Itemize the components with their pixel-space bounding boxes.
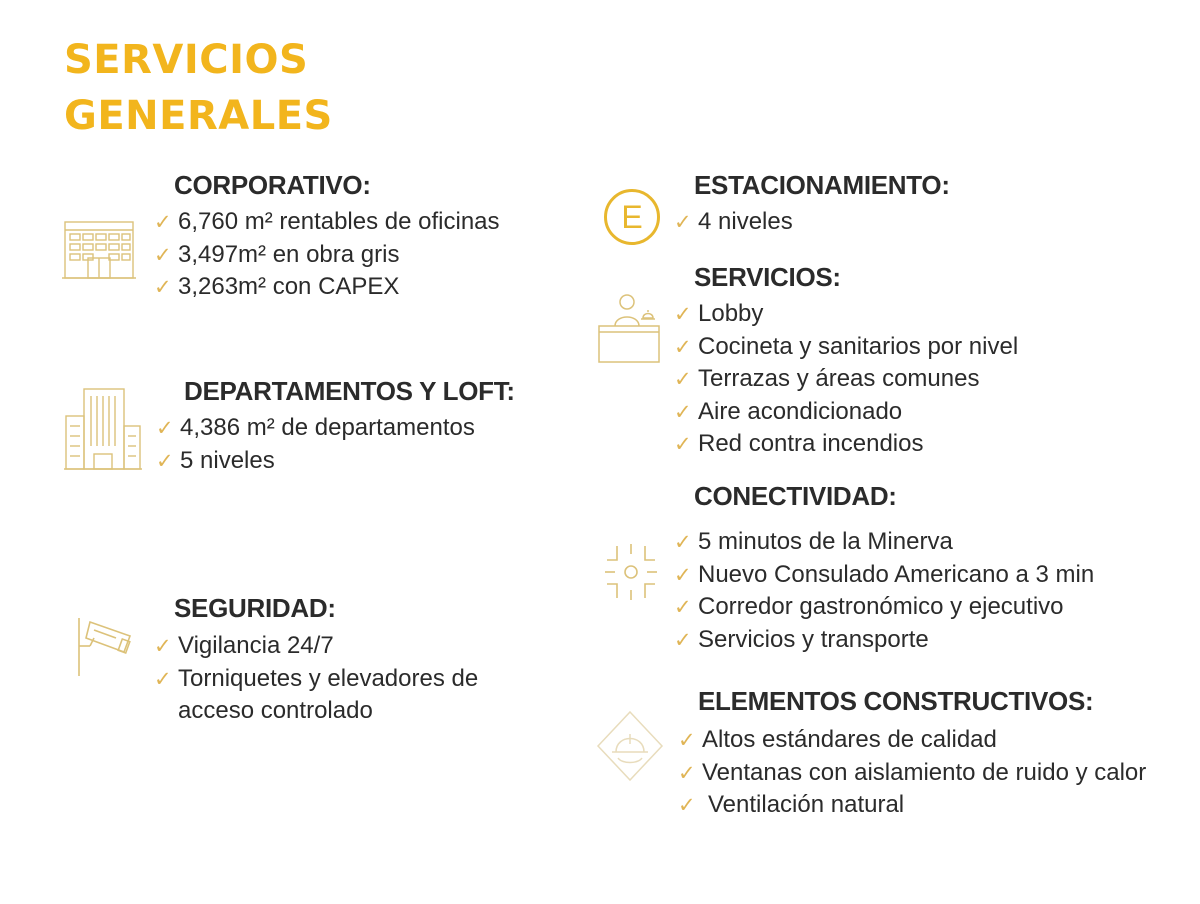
list-item: ✓ Nuevo Consulado Americano a 3 min <box>674 559 1094 592</box>
list-item: ✓ Red contra incendios <box>674 428 1018 461</box>
check-icon: ✓ <box>154 275 172 299</box>
check-icon: ✓ <box>674 302 692 326</box>
office-building-icon <box>62 218 136 282</box>
title-line-2: GENERALES <box>64 93 333 139</box>
check-icon: ✓ <box>674 562 692 587</box>
conectividad-heading: CONECTIVIDAD: <box>694 481 897 511</box>
list-item: ✓ 5 niveles <box>156 445 475 478</box>
list-item: ✓ 5 minutos de la Minerva <box>674 526 1094 559</box>
elementos-list <box>678 724 1146 822</box>
check-icon: ✓ <box>674 334 692 359</box>
check-icon: ✓ <box>674 595 692 619</box>
page-title <box>64 32 333 144</box>
check-icon: ✓ <box>154 634 172 658</box>
list-item: ✓ Altos estándares de calidad <box>678 724 1146 757</box>
list-item: ✓ Torniquetes y elevadores de <box>154 663 478 696</box>
list-item: ✓ 4 niveles <box>674 206 793 239</box>
check-icon: ✓ <box>154 666 172 691</box>
list-item: ✓ Cocineta y sanitarios por nivel <box>674 331 1018 364</box>
check-icon: ✓ <box>674 432 692 456</box>
security-camera-icon <box>76 616 132 678</box>
parking-e-icon <box>603 188 661 246</box>
conectividad-list <box>674 526 1094 656</box>
title-line-1: SERVICIOS <box>64 37 309 83</box>
check-icon: ✓ <box>674 530 692 554</box>
check-icon: ✓ <box>674 367 692 391</box>
servicios-list <box>674 298 1018 461</box>
list-item: ✓ Ventilación natural <box>678 789 1146 822</box>
check-icon: ✓ <box>678 760 696 785</box>
check-icon: ✓ <box>154 210 172 234</box>
apartment-tower-icon <box>64 386 142 472</box>
list-item: ✓ Terrazas y áreas comunes <box>674 363 1018 396</box>
list-item: ✓ 3,497m² en obra gris <box>154 239 500 272</box>
check-icon: ✓ <box>674 399 692 424</box>
seguridad-heading: SEGURIDAD: <box>174 593 336 623</box>
check-icon: ✓ <box>156 448 174 473</box>
list-item: ✓ Servicios y transporte <box>674 624 1094 657</box>
list-item: ✓ Corredor gastronómico y ejecutivo <box>674 591 1094 624</box>
list-item: ✓ 4,386 m² de departamentos <box>156 412 475 445</box>
hard-hat-icon <box>596 710 664 782</box>
seguridad-list <box>154 630 478 728</box>
list-item: ✓ Vigilancia 24/7 <box>154 630 478 663</box>
corporativo-list <box>154 206 500 304</box>
check-icon: ✓ <box>154 242 172 267</box>
servicios-heading: SERVICIOS: <box>694 262 841 292</box>
elementos-heading: ELEMENTOS CONSTRUCTIVOS: <box>698 686 1094 716</box>
list-item: acceso controlado <box>178 697 373 724</box>
departamentos-heading: DEPARTAMENTOS Y LOFT: <box>184 376 515 406</box>
corporativo-heading: CORPORATIVO: <box>174 170 371 200</box>
list-item: ✓ 3,263m² con CAPEX <box>154 271 500 304</box>
estacionamiento-list <box>674 206 793 239</box>
list-item: ✓ Lobby <box>674 298 1018 331</box>
check-icon: ✓ <box>674 627 692 652</box>
estacionamiento-heading: ESTACIONAMIENTO: <box>694 170 950 200</box>
check-icon: ✓ <box>674 210 692 234</box>
parking-letter: E <box>621 199 643 235</box>
check-icon: ✓ <box>678 728 696 752</box>
departamentos-list <box>156 412 475 477</box>
check-icon: ✓ <box>156 416 174 440</box>
roundabout-icon <box>603 540 659 604</box>
list-item: ✓ 6,760 m² rentables de oficinas <box>154 206 500 239</box>
list-item: ✓ Ventanas con aislamiento de ruido y calor <box>678 757 1146 790</box>
reception-desk-icon <box>597 292 661 364</box>
check-icon: ✓ <box>678 793 696 817</box>
list-item: ✓ Aire acondicionado <box>674 396 1018 429</box>
